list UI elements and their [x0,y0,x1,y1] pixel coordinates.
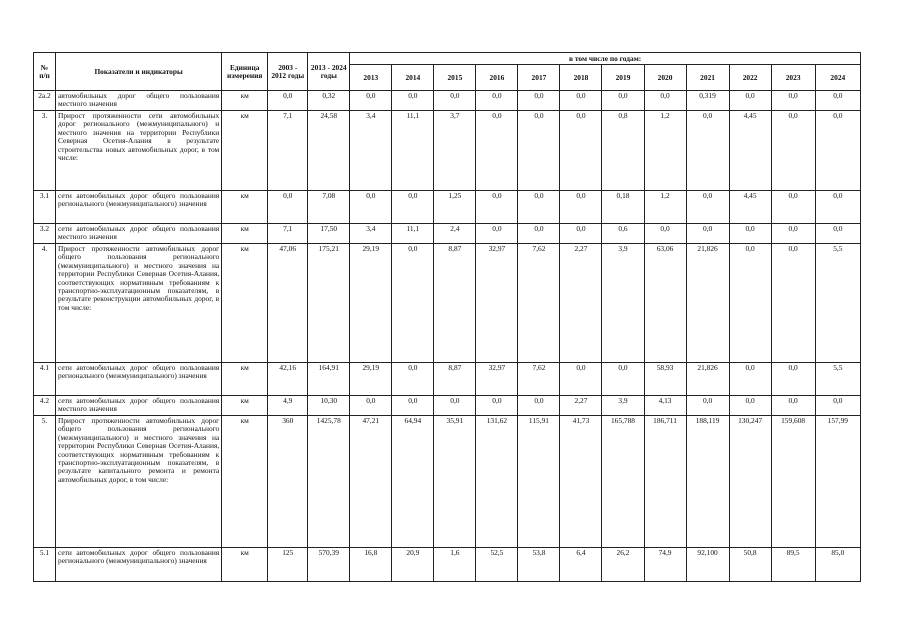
table-row [34,91,861,111]
row-value-2022: 4,45 [729,111,771,191]
row-value-2017: 0,0 [518,396,560,416]
row-num: 4.1 [34,363,56,396]
row-value-2018: 0,0 [560,224,602,244]
row-indicator-name: сети автомобильных дорог общего пользования регионального (межмуниципального) значения [56,548,222,582]
table-row [34,548,861,582]
row-unit: км [222,111,268,191]
table-row [34,224,861,244]
table-row [34,111,861,191]
row-value-2017: 0,0 [518,224,560,244]
row-value-2020: 186,711 [644,416,686,548]
row-value-2018: 0,0 [560,363,602,396]
row-value-2020: 74,9 [644,548,686,582]
row-indicator-name: Прирост протяженности автомобильных дорог общего пользования регионального (межмуниципального) и местного значения на территории Республики Северная Осетия-Алания, соответствующих нормативным требованиям к транспортно-эксплуатационным показателям, в результате реконструкции автомобильных дорог, в том числе: [56,244,222,363]
row-value-2020: 0,0 [644,224,686,244]
row-value-2019: 26,2 [602,548,644,582]
row-value-2015: 1,6 [434,548,476,582]
row-value-2018: 2,27 [560,244,602,363]
row-value-2023: 0,0 [771,91,815,111]
row-period-2003-2012: 360 [268,416,308,548]
row-value-2018: 0,0 [560,191,602,224]
indicators-table [33,52,861,582]
row-value-2023: 0,0 [771,191,815,224]
row-indicator-name: сети автомобильных дорог общего пользования местного значения [56,224,222,244]
table-body [34,91,861,582]
row-value-2014: 0,0 [392,396,434,416]
row-period-2003-2012: 125 [268,548,308,582]
row-value-2024: 0,0 [815,91,860,111]
row-value-2014: 64,94 [392,416,434,548]
row-value-2014: 0,0 [392,244,434,363]
row-value-2023: 0,0 [771,224,815,244]
header-year-2015: 2015 [434,65,476,91]
header-year-2013: 2013 [350,65,392,91]
row-value-2019: 3,9 [602,244,644,363]
row-value-2016: 52,5 [476,548,518,582]
header-by-years: в том числе по годам: [350,53,861,65]
row-value-2019: 0,6 [602,224,644,244]
row-value-2017: 115,91 [518,416,560,548]
row-value-2014: 20,9 [392,548,434,582]
row-value-2023: 0,0 [771,111,815,191]
table-row [34,363,861,396]
row-value-2022: 0,0 [729,224,771,244]
row-value-2022: 0,0 [729,244,771,363]
row-num: 3.1 [34,191,56,224]
row-value-2015: 2,4 [434,224,476,244]
header-year-2024: 2024 [815,65,860,91]
row-indicator-name: Прирост протяженности автомобильных дорог общего пользования регионального (межмуниципального) и местного значения на территории Республики Северная Осетия-Алания, соответствующих нормативным требованиям к транспортно-эксплуатационным показателям, в результате капитального ремонта и ремонта автомобильных дорог, в том числе: [56,416,222,548]
row-period-2003-2012: 42,16 [268,363,308,396]
row-value-2022: 130,247 [729,416,771,548]
row-period-2003-2012: 47,06 [268,244,308,363]
header-period-2003-2012: 2003 - 2012 годы [268,53,308,91]
row-period-2013-2024: 0,32 [308,91,350,111]
row-value-2015: 8,87 [434,244,476,363]
row-value-2013: 29,19 [350,244,392,363]
row-period-2013-2024: 570,39 [308,548,350,582]
row-num: 3.2 [34,224,56,244]
row-period-2013-2024: 175,21 [308,244,350,363]
header-year-2018: 2018 [560,65,602,91]
row-value-2015: 0,0 [434,91,476,111]
row-value-2014: 0,0 [392,363,434,396]
header-year-2022: 2022 [729,65,771,91]
row-period-2013-2024: 17,50 [308,224,350,244]
table-row [34,416,861,548]
row-value-2016: 0,0 [476,224,518,244]
row-value-2016: 131,62 [476,416,518,548]
row-indicator-name: сети автомобильных дорог общего пользования местного значения [56,396,222,416]
row-value-2022: 50,8 [729,548,771,582]
row-period-2013-2024: 24,58 [308,111,350,191]
row-value-2024: 0,0 [815,191,860,224]
header-year-2019: 2019 [602,65,644,91]
row-value-2019: 0,18 [602,191,644,224]
row-value-2015: 35,91 [434,416,476,548]
row-value-2015: 3,7 [434,111,476,191]
row-period-2003-2012: 7,1 [268,111,308,191]
row-value-2014: 11,1 [392,224,434,244]
row-unit: км [222,244,268,363]
row-indicator-name: сети автомобильных дорог общего пользования регионального (межмуниципального) значения [56,191,222,224]
row-value-2020: 58,93 [644,363,686,396]
row-indicator-name: автомобильных дорог общего пользования местного значения [56,91,222,111]
row-unit: км [222,416,268,548]
row-period-2003-2012: 4,9 [268,396,308,416]
indicators-sheet [33,52,861,582]
row-value-2017: 0,0 [518,91,560,111]
header-period-2013-2024: 2013 - 2024 годы [308,53,350,91]
row-period-2003-2012: 7,1 [268,224,308,244]
table-row [34,396,861,416]
row-value-2019: 0,0 [602,91,644,111]
row-period-2013-2024: 1425,78 [308,416,350,548]
table-row [34,191,861,224]
row-value-2021: 0,0 [686,111,729,191]
row-value-2023: 0,0 [771,396,815,416]
row-value-2021: 0,0 [686,224,729,244]
row-value-2019: 0,8 [602,111,644,191]
row-unit: км [222,191,268,224]
row-value-2024: 5,5 [815,363,860,396]
row-value-2024: 5,5 [815,244,860,363]
row-value-2016: 0,0 [476,111,518,191]
row-value-2014: 0,0 [392,191,434,224]
row-value-2024: 0,0 [815,396,860,416]
row-value-2017: 7,62 [518,244,560,363]
header-year-2016: 2016 [476,65,518,91]
row-value-2018: 41,73 [560,416,602,548]
header-num: № п/п [34,53,56,91]
row-value-2013: 16,8 [350,548,392,582]
row-indicator-name: Прирост протяженности сети автомобильных дорог регионального (межмуниципального) и местного значения на территории Республики Северная Осетия-Алания в результате строительства новых автомобильных дорог, в том числе: [56,111,222,191]
row-value-2017: 0,0 [518,191,560,224]
row-value-2024: 157,99 [815,416,860,548]
row-num: 4. [34,244,56,363]
row-value-2013: 3,4 [350,224,392,244]
row-value-2016: 0,0 [476,396,518,416]
row-value-2023: 0,0 [771,363,815,396]
row-value-2020: 0,0 [644,91,686,111]
row-value-2013: 0,0 [350,191,392,224]
row-value-2019: 165,788 [602,416,644,548]
row-unit: км [222,396,268,416]
row-value-2019: 3,9 [602,396,644,416]
row-value-2020: 4,13 [644,396,686,416]
row-value-2021: 21,826 [686,363,729,396]
header-year-2014: 2014 [392,65,434,91]
header-year-2023: 2023 [771,65,815,91]
row-period-2013-2024: 7,08 [308,191,350,224]
row-value-2013: 3,4 [350,111,392,191]
table-row [34,244,861,363]
row-value-2021: 188,119 [686,416,729,548]
row-value-2020: 63,06 [644,244,686,363]
row-value-2023: 0,0 [771,244,815,363]
row-value-2021: 21,826 [686,244,729,363]
row-num: 4.2 [34,396,56,416]
row-period-2003-2012: 0,0 [268,91,308,111]
row-unit: км [222,363,268,396]
row-value-2022: 0,0 [729,363,771,396]
header-year-2021: 2021 [686,65,729,91]
header-year-2017: 2017 [518,65,560,91]
row-value-2015: 1,25 [434,191,476,224]
header-name: Показатели и индикаторы [56,53,222,91]
row-value-2023: 159,608 [771,416,815,548]
row-value-2022: 0,0 [729,396,771,416]
row-value-2016: 32,97 [476,244,518,363]
row-value-2021: 0,0 [686,396,729,416]
row-num: 5.1 [34,548,56,582]
row-value-2024: 0,0 [815,224,860,244]
row-value-2014: 0,0 [392,91,434,111]
row-value-2013: 29,19 [350,363,392,396]
row-value-2016: 0,0 [476,191,518,224]
row-value-2021: 92,100 [686,548,729,582]
row-value-2020: 1,2 [644,191,686,224]
row-unit: км [222,91,268,111]
row-value-2017: 53,8 [518,548,560,582]
header-year-2020: 2020 [644,65,686,91]
row-value-2024: 0,0 [815,111,860,191]
row-value-2019: 0,0 [602,363,644,396]
row-value-2013: 47,21 [350,416,392,548]
row-value-2014: 11,1 [392,111,434,191]
row-value-2016: 0,0 [476,91,518,111]
row-value-2016: 32,97 [476,363,518,396]
row-period-2013-2024: 10,30 [308,396,350,416]
row-value-2021: 0,0 [686,191,729,224]
row-value-2018: 6,4 [560,548,602,582]
row-value-2017: 7,62 [518,363,560,396]
row-value-2013: 0,0 [350,91,392,111]
row-value-2013: 0,0 [350,396,392,416]
row-value-2021: 0,319 [686,91,729,111]
row-period-2013-2024: 164,91 [308,363,350,396]
row-value-2024: 85,0 [815,548,860,582]
row-value-2017: 0,0 [518,111,560,191]
row-period-2003-2012: 0,0 [268,191,308,224]
row-value-2018: 2,27 [560,396,602,416]
row-value-2022: 0,0 [729,91,771,111]
row-value-2015: 0,0 [434,396,476,416]
row-value-2020: 1,2 [644,111,686,191]
row-value-2018: 0,0 [560,111,602,191]
header-unit: Единица измерения [222,53,268,91]
row-value-2015: 8,87 [434,363,476,396]
row-num: 3. [34,111,56,191]
row-value-2023: 89,5 [771,548,815,582]
row-value-2022: 4,45 [729,191,771,224]
row-num: 5. [34,416,56,548]
row-value-2018: 0,0 [560,91,602,111]
row-indicator-name: сети автомобильных дорог общего пользования регионального (межмуниципального) значения [56,363,222,396]
row-unit: км [222,548,268,582]
row-unit: км [222,224,268,244]
row-num: 2а.2 [34,91,56,111]
